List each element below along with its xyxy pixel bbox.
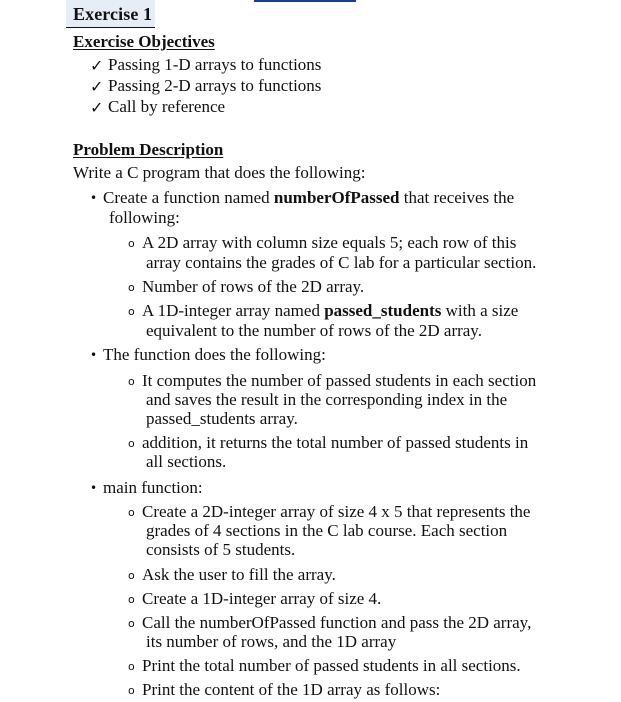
objective-item (90, 76, 321, 96)
main-item-create-2d-cont: consists of 5 students. (146, 540, 296, 559)
main-item-call-cont: its number of rows, and the 1D array (146, 632, 397, 651)
main-item-call: o Call the numberOfPassed function and pass the 2D array, (128, 613, 532, 632)
circle-bullet-icon: o (128, 237, 135, 250)
objective-text: Call by reference (108, 97, 226, 116)
does-item-return: o addition, it returns the total number of passed students in (128, 433, 529, 452)
checkmark-icon: ✓ (90, 77, 104, 96)
problem-intro: Write a C program that does the following: (73, 163, 366, 182)
objective-text: Passing 2-D arrays to functions (108, 76, 322, 95)
circle-bullet-icon: o (128, 437, 135, 450)
circle-bullet-icon: o (128, 506, 135, 519)
circle-bullet-icon: o (128, 593, 135, 606)
main-item-print-total: o Print the total number of passed students in all sections. (128, 656, 521, 675)
circle-bullet-icon: o (128, 660, 135, 673)
objectives-heading: Exercise Objectives (73, 32, 215, 51)
main-item-create-2d: o Create a 2D-integer array of size 4 x 5 that represents the (128, 502, 531, 521)
receives-item-2d-array-cont: array contains the grades of C lab for a particular section. (146, 253, 537, 272)
receives-item-rows: o Number of rows of the 2D array. (128, 277, 365, 296)
main-item-create-2d-cont: grades of 4 sections in the C lab course. Each section (146, 521, 508, 540)
objective-text: Passing 1-D arrays to functions (108, 55, 322, 74)
problem-heading: Problem Description (73, 140, 224, 159)
bullet-create-function-cont: following: (109, 208, 180, 227)
circle-bullet-icon: o (128, 375, 135, 388)
bullet-icon: • (90, 191, 98, 205)
circle-bullet-icon: o (128, 684, 135, 697)
does-item-compute-cont: and saves the result in the corresponding index in the (146, 390, 508, 409)
circle-bullet-icon: o (128, 569, 135, 582)
objective-item (90, 97, 225, 117)
bullet-function-does: • The function does the following: (90, 345, 326, 364)
checkmark-icon: ✓ (90, 56, 104, 75)
circle-bullet-icon: o (128, 617, 135, 630)
circle-bullet-icon: o (128, 281, 135, 294)
checkmark-icon: ✓ (90, 98, 104, 117)
main-item-fill: o Ask the user to fill the array. (128, 565, 336, 584)
does-item-return-cont: all sections. (146, 452, 227, 471)
receives-item-1d-array-cont: equivalent to the number of rows of the 2D array. (146, 321, 482, 340)
objective-item (90, 55, 321, 75)
circle-bullet-icon: o (128, 305, 135, 318)
bullet-main-function: • main function: (90, 478, 203, 497)
does-item-compute: o It computes the number of passed students in each section (128, 371, 537, 390)
bullet-create-function: • Create a function named numberOfPassed that receives the (90, 188, 515, 207)
receives-item-1d-array: o A 1D-integer array named passed_students with a size (128, 301, 519, 320)
array-name: passed_students (324, 301, 442, 320)
bullet-icon: • (90, 348, 98, 362)
main-item-create-1d: o Create a 1D-integer array of size 4. (128, 589, 382, 608)
does-item-compute-cont: passed_students array. (146, 409, 298, 428)
bullet-icon: • (90, 481, 98, 495)
receives-item-2d-array: o A 2D array with column size equals 5; each row of this (128, 233, 517, 252)
function-name: numberOfPassed (273, 188, 400, 207)
top-divider-line (254, 0, 356, 2)
exercise-title: Exercise 1 (73, 4, 153, 24)
main-item-print-array: o Print the content of the 1D array as follows: (128, 680, 441, 699)
